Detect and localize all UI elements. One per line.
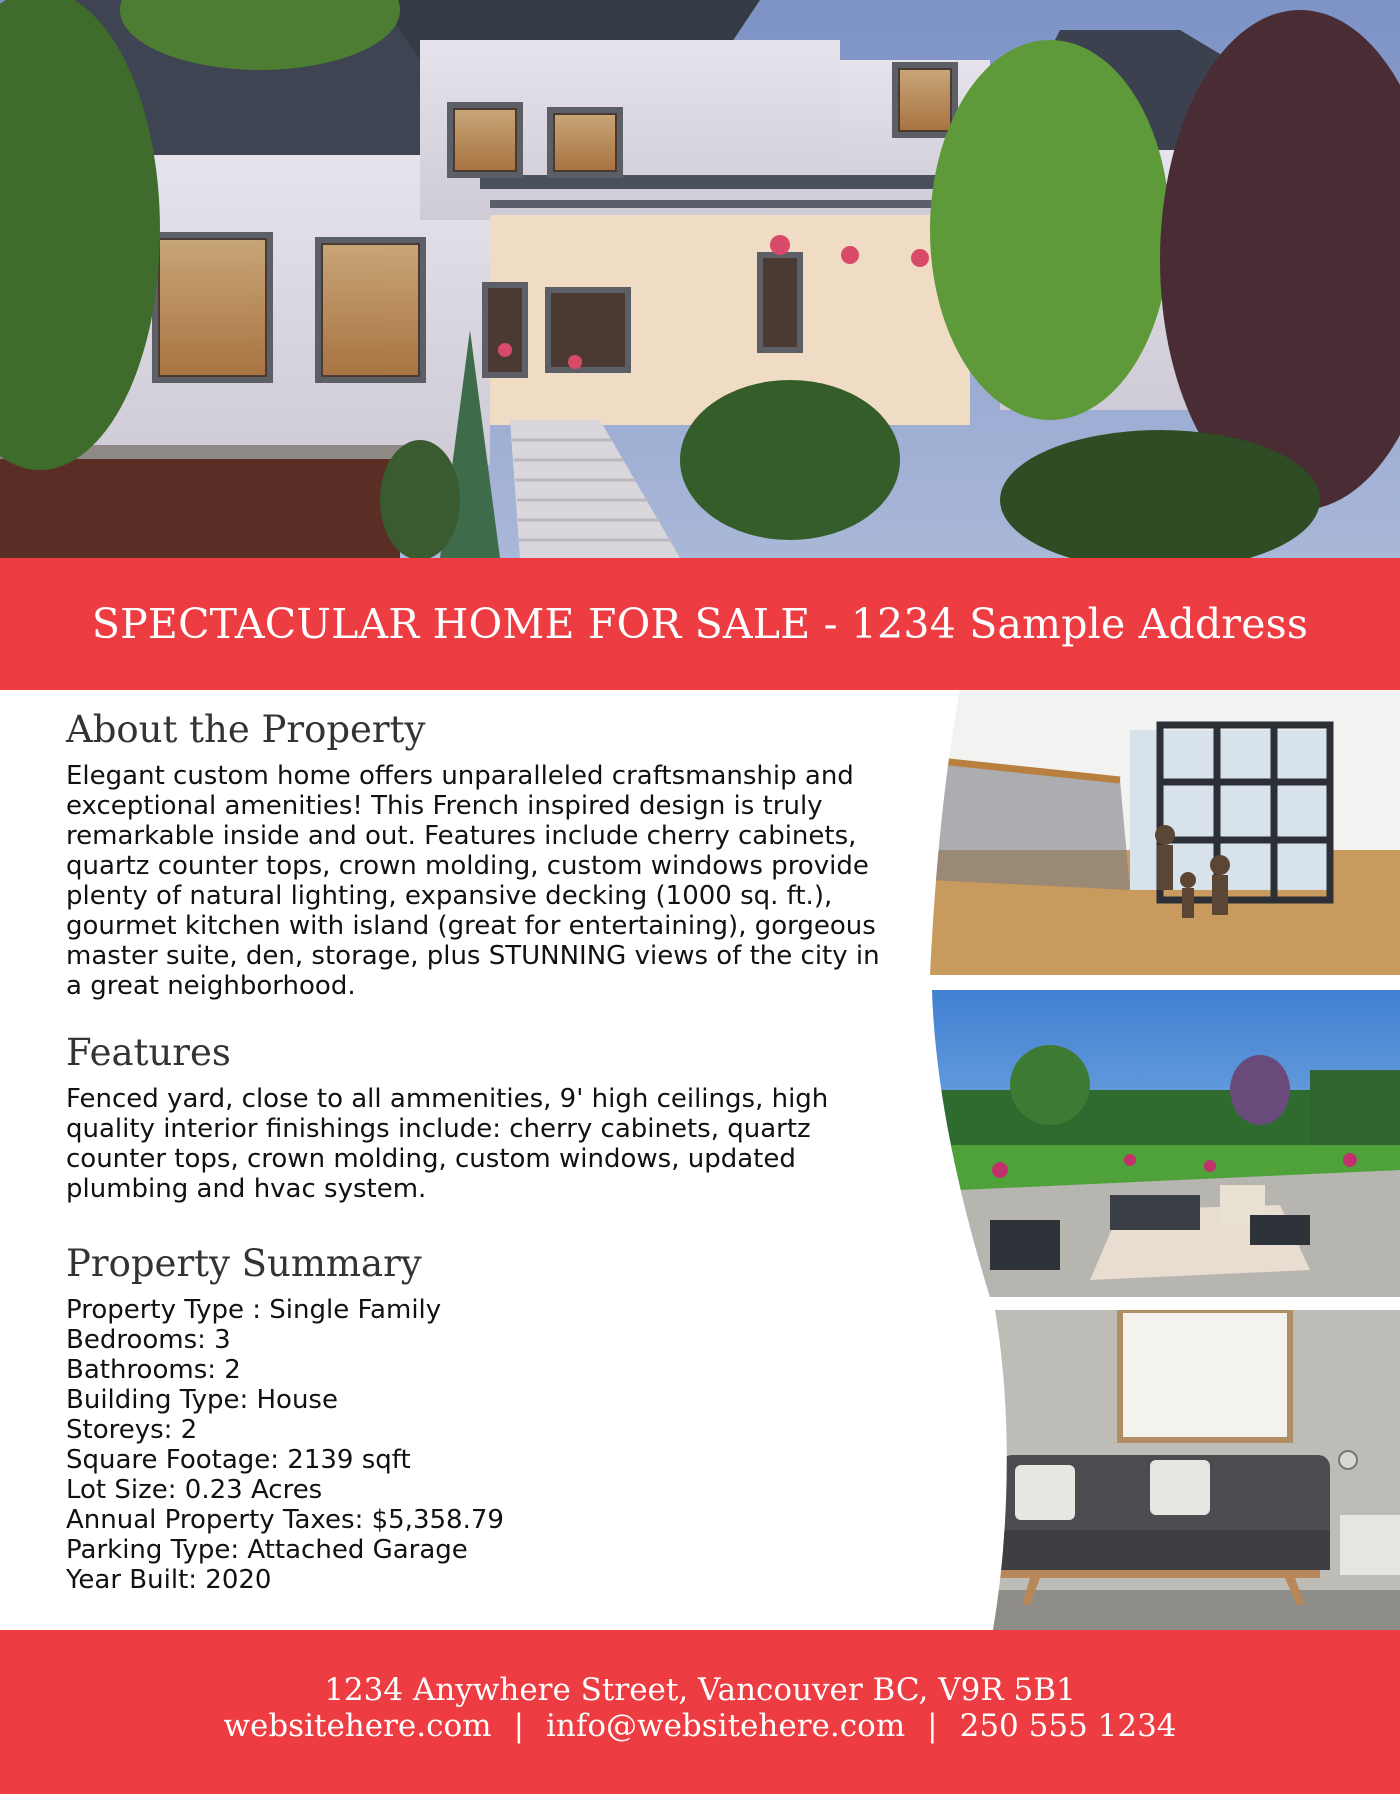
features-body: Fenced yard, close to all ammenities, 9' high ceilings, high quality interior finishings include: cherry cabinets, quartz counter tops, crown molding, custom windows, updated plumbing and hvac system. [66,1084,829,1204]
summary-item-property-taxes: Annual Property Taxes: $5,358.79 [66,1505,504,1535]
summary-item-parking-type: Parking Type: Attached Garage [66,1535,468,1565]
about-section [66,708,896,1001]
footer-website-link[interactable]: websitehere.com [223,1708,492,1744]
footer-separator: | [513,1708,525,1744]
footer-contact-line [0,1708,1400,1744]
property-details [66,708,896,1595]
photo-column [930,690,1400,1630]
summary-item-property-type: Property Type : Single Family [66,1295,442,1325]
summary-item-storeys: Storeys: 2 [66,1415,198,1445]
summary-heading: Property Summary [66,1242,422,1285]
contact-footer [0,1630,1400,1794]
summary-list [66,1295,896,1595]
summary-item-year-built: Year Built: 2020 [66,1565,272,1595]
living-room-photo [930,1310,1400,1630]
summary-section [66,1242,896,1595]
footer-email-link[interactable]: info@websitehere.com [546,1708,906,1744]
headline: SPECTACULAR HOME FOR SALE - 1234 Sample Address [91,600,1309,648]
headline-banner [0,558,1400,690]
summary-item-bathrooms: Bathrooms: 2 [66,1355,241,1385]
summary-item-lot-size: Lot Size: 0.23 Acres [66,1475,323,1505]
about-heading: About the Property [66,708,426,751]
interior-photo [930,690,1400,975]
footer-phone[interactable]: 250 555 1234 [959,1708,1177,1744]
summary-item-bedrooms: Bedrooms: 3 [66,1325,231,1355]
about-body: Elegant custom home offers unparalleled craftsmanship and exceptional amenities! This French inspired design is truly remarkable inside and out. Features include cherry cabinets, quartz counter tops, crown molding, custom windows provide plenty of natural lighting, expansive decking (1000 sq. ft.), gourmet kitchen with island (great for entertaining), gorgeous master suite, den, storage, plus STUNNING views of the city in a great neighborhood. [66,761,880,1001]
features-section [66,1031,896,1204]
summary-item-square-footage: Square Footage: 2139 sqft [66,1445,411,1475]
patio-photo [930,990,1400,1300]
summary-item-building-type: Building Type: House [66,1385,338,1415]
features-heading: Features [66,1031,231,1074]
footer-address: 1234 Anywhere Street, Vancouver BC, V9R 5B1 [324,1672,1076,1708]
hero-photo [0,0,1400,558]
footer-separator: | [927,1708,938,1744]
